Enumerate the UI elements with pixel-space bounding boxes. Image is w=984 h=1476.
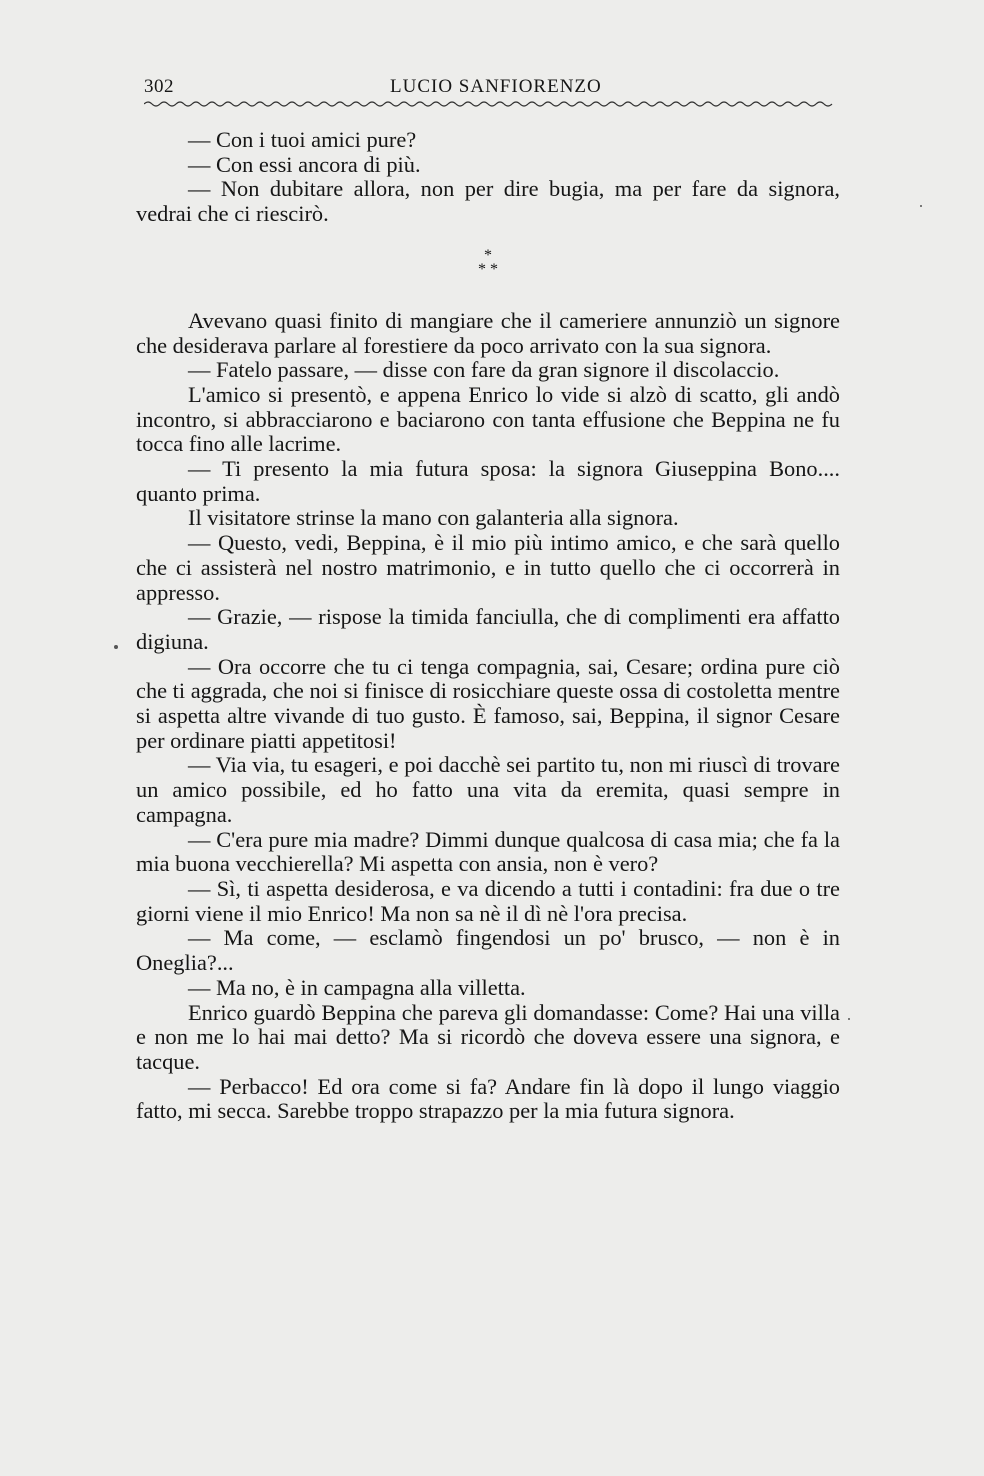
paragraph: — Grazie, — rispose la timida fanciulla, che di complimenti era affatto digiuna. — [136, 604, 840, 654]
paragraph: — Via via, tu esageri, e poi dacchè sei partito tu, non mi riuscì di trovare un amico possibile, ed ho fatto una vita da eremita, quasi sempre in campagna. — [136, 752, 840, 827]
paragraph: Il visitatore strinse la mano con galanteria alla signora. — [188, 505, 679, 531]
paragraph: — Ti presento la mia futura sposa: la signora Giuseppina Bono.... quanto prima. — [136, 456, 840, 506]
paragraph: — C'era pure mia madre? Dimmi dunque qualcosa di casa mia; che fa la mia buona vecchierella? Mi aspetta con ansia, non è vero? — [136, 826, 840, 877]
paragraph: — Fatelo passare, — disse con fare da gran signore il discolaccio. — [188, 357, 780, 383]
paragraph: — Con essi ancora di più. — [188, 151, 421, 177]
paragraph: — Non dubitare allora, non per dire bugia, ma per fare da signora, vedrai che ci riescirò. — [136, 176, 840, 227]
paragraph: — Ma come, — esclamò fingendosi un po' brusco, — non è in Oneglia?... — [136, 925, 840, 976]
paragraph: — Sì, ti aspetta desiderosa, e va dicendo a tutti i contadini: fra due o tre giorni viene il mio Enrico! Ma non sa nè il dì nè l'ora precisa. — [136, 875, 840, 926]
paragraph: Avevano quasi finito di mangiare che il cameriere annunziò un signore che desiderava parlare al forestiere da poco arrivato con la sua signora. — [136, 307, 840, 358]
section-break-glyphs: * * * — [478, 246, 498, 278]
paragraph: — Perbacco! Ed ora come si fa? Andare fin là dopo il lungo viaggio fatto, mi secca. Sarebbe troppo strapazzo per la mia futura signora. — [136, 1073, 840, 1124]
paragraph: — Con i tuoi amici pure? — [188, 127, 417, 152]
running-title: LUCIO SANFIORENZO — [390, 76, 602, 97]
margin-speck — [114, 645, 118, 649]
paragraph: — Ma no, è in campagna alla villetta. — [188, 974, 526, 1000]
section-break — [136, 231, 840, 301]
body-text — [136, 128, 840, 1124]
margin-speck — [920, 205, 922, 207]
paragraph: L'amico si presentò, e appena Enrico lo vide si alzò di scatto, gli andò incontro, si abbracciarono e baciarono con tanta effusione che Beppina ne fu tocca fino alle lacrime. — [136, 381, 840, 457]
paragraph: — Questo, vedi, Beppina, è il mio più intimo amico, e che sarà quello che ci assisterà nel nostro matrimonio, e in tutto quello che ci occorrerà in appresso. — [136, 530, 840, 605]
paragraph: — Ora occorre che tu ci tenga compagnia, sai, Cesare; ordina pure ciò che ti aggrada, che noi si finisce di rosicchiare queste ossa di costoletta mentre si aspetta altre vivande di tuo gusto. È famoso, sai, Beppina, il signor Cesare per ordinare piatti appetitosi! — [136, 653, 840, 753]
decorative-wavy-rule — [144, 96, 836, 112]
margin-speck — [848, 1018, 850, 1020]
page-number: 302 — [144, 76, 174, 97]
paragraph: Enrico guardò Beppina che pareva gli domandasse: Come? Hai una villa e non me lo hai mai detto? Ma si ricordò che doveva essere una signora, e tacque. — [136, 999, 840, 1074]
